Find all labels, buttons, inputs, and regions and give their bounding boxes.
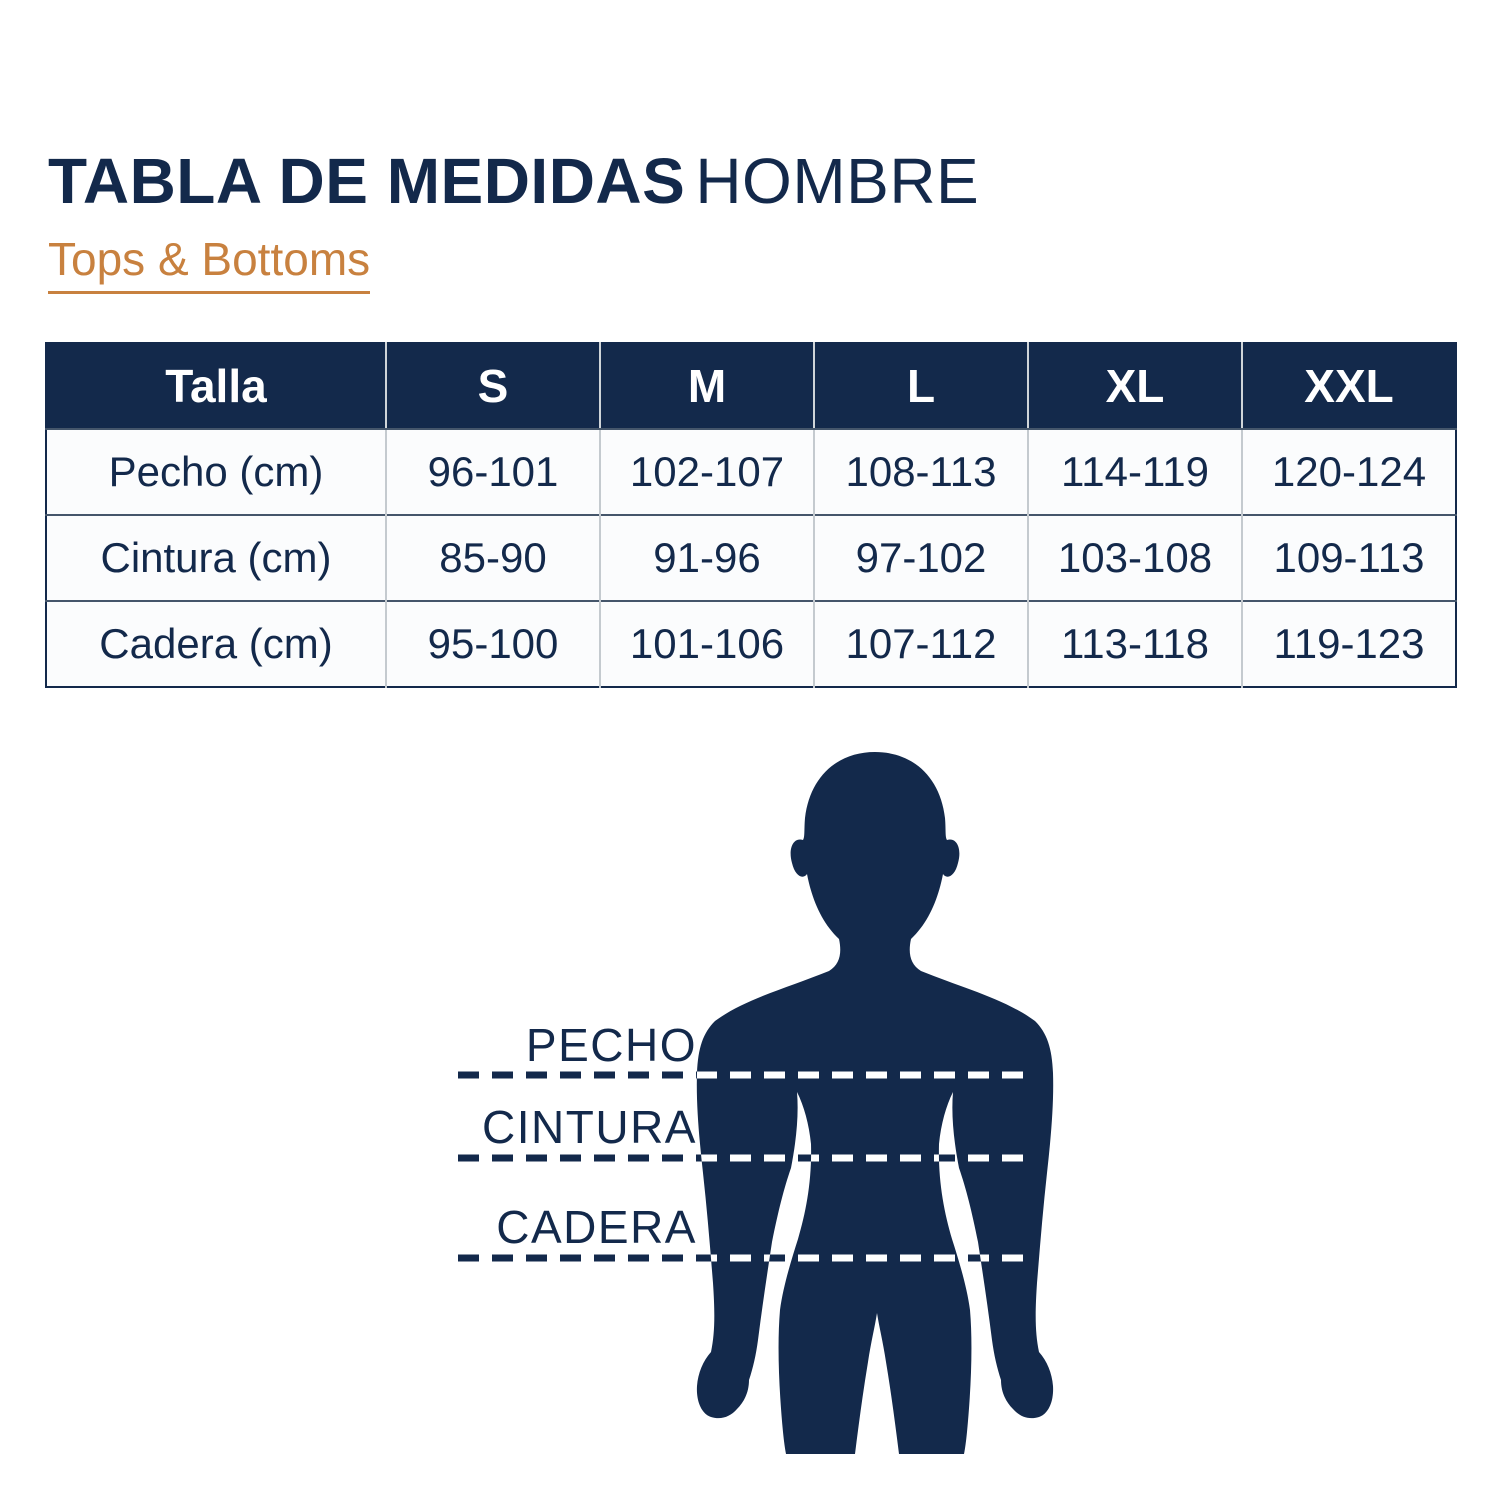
size-value-cell: 85-90 [386, 515, 600, 601]
row-label: Cintura (cm) [46, 515, 386, 601]
size-table-header-xxl: XXL [1242, 343, 1456, 429]
size-table-header-talla: Talla [46, 343, 386, 429]
size-value-cell: 113-118 [1028, 601, 1242, 687]
size-table-header-xl: XL [1028, 343, 1242, 429]
male-silhouette-icon [440, 740, 1120, 1470]
size-table-header-row [46, 343, 1456, 429]
size-value-cell: 103-108 [1028, 515, 1242, 601]
size-table-header-m: M [600, 343, 814, 429]
size-value-cell: 91-96 [600, 515, 814, 601]
size-value-cell: 97-102 [814, 515, 1028, 601]
size-value-cell: 107-112 [814, 601, 1028, 687]
row-label: Pecho (cm) [46, 429, 386, 515]
size-value-cell: 109-113 [1242, 515, 1456, 601]
size-value-cell: 120-124 [1242, 429, 1456, 515]
size-table-header [46, 343, 1456, 429]
size-table-header-s: S [386, 343, 600, 429]
cintura-label: CINTURA [482, 1101, 697, 1153]
size-table-body [46, 429, 1456, 687]
size-value-cell: 101-106 [600, 601, 814, 687]
size-table [45, 342, 1457, 688]
measurement-figure [0, 700, 1500, 1500]
size-value-cell: 108-113 [814, 429, 1028, 515]
page-title-gender: HOMBRE [695, 145, 980, 217]
size-value-cell: 114-119 [1028, 429, 1242, 515]
size-value-cell: 102-107 [600, 429, 814, 515]
page-title [48, 145, 980, 217]
size-table-header-l: L [814, 343, 1028, 429]
page-title-main: TABLA DE MEDIDAS [48, 145, 686, 217]
tops-bottoms-link[interactable]: Tops & Bottoms [48, 234, 370, 294]
male-body-shape [697, 752, 1053, 1454]
table-row [46, 601, 1456, 687]
size-value-cell: 119-123 [1242, 601, 1456, 687]
row-label: Cadera (cm) [46, 601, 386, 687]
size-value-cell: 95-100 [386, 601, 600, 687]
pecho-label: PECHO [525, 1019, 697, 1071]
cadera-label: CADERA [496, 1201, 697, 1253]
table-row [46, 429, 1456, 515]
size-value-cell: 96-101 [386, 429, 600, 515]
table-row [46, 515, 1456, 601]
